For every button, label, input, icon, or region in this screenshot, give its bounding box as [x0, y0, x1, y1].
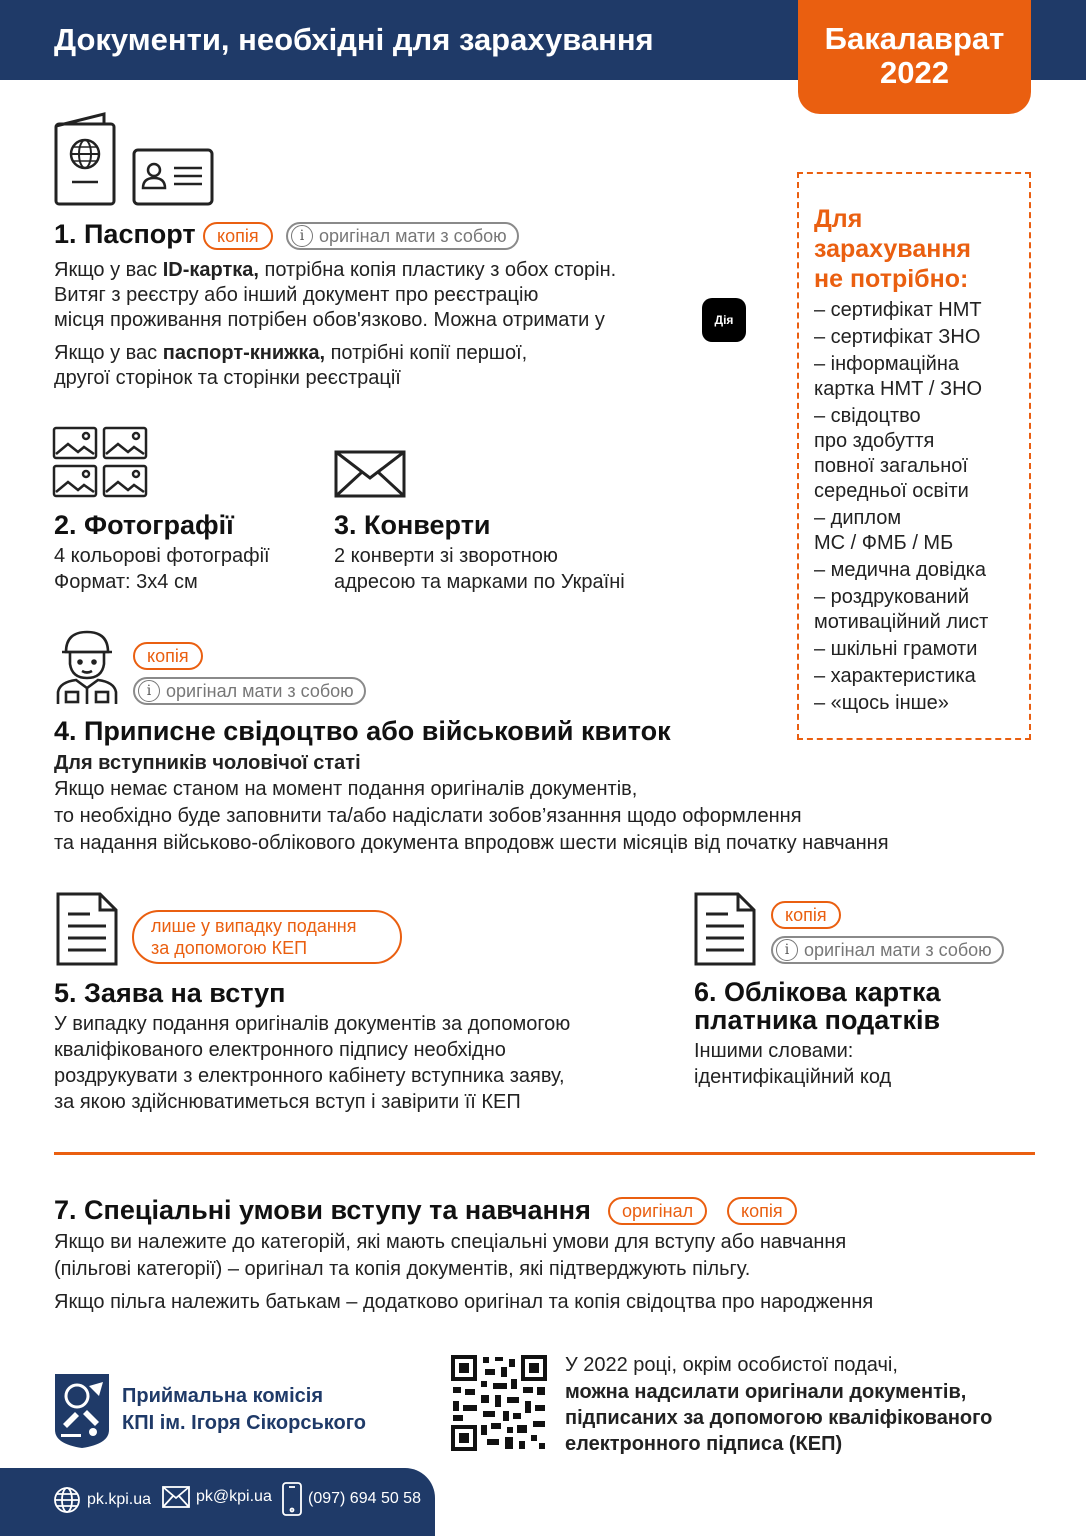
list-item: повної загальної	[814, 455, 968, 477]
passport-line-4-pre: Якщо у вас	[54, 342, 163, 364]
passport-line-3: місця проживання потрібен обов'язково. Можна отримати у	[54, 309, 605, 331]
envelopes-line-2: адресою та марками по Україні	[334, 571, 625, 593]
diia-logo: Дія	[702, 298, 746, 342]
not-needed-title-2: зарахування	[814, 235, 972, 263]
original-tag: оригінал	[608, 1197, 707, 1225]
globe-icon	[53, 1486, 81, 1514]
special-line-3: Якщо пільга належить батькам – додатково оригінал та копія свідоцтва про народження	[54, 1291, 874, 1313]
tax-line-2: ідентифікаційний код	[694, 1066, 892, 1088]
year-label: 2022	[880, 55, 949, 90]
photos-line-2: Формат: 3х4 см	[54, 571, 198, 593]
copy-tag: копія	[133, 642, 203, 670]
copy-tag: копія	[771, 901, 841, 929]
bring-original-tag	[286, 222, 519, 250]
passport-line-4-post: потрібні копії першої,	[325, 342, 528, 364]
not-needed-box	[797, 172, 1031, 740]
passport-line-1	[54, 257, 616, 283]
military-title: 4. Приписне свідоцтво або військовий квиток	[54, 716, 671, 746]
logo-line-2: КПІ ім. Ігоря Сікорського	[122, 1412, 367, 1434]
list-item: – «щось інше»	[814, 692, 949, 714]
list-item: – диплом	[814, 507, 902, 529]
phone-icon	[282, 1482, 302, 1516]
passport-line-1-pre: Якщо у вас	[54, 259, 163, 281]
list-item: – шкільні грамоти	[814, 638, 978, 660]
special-line-1: Якщо ви належите до категорій, які мають спеціальні умови для вступу або навчання	[54, 1231, 847, 1253]
special-title: 7. Спеціальні умови вступу та навчання	[54, 1195, 591, 1225]
passport-line-2: Витяг з реєстру або інший документ про реєстрацію	[54, 284, 539, 306]
application-line-3: роздрукувати з електронного кабінету вступника заяву,	[54, 1065, 565, 1087]
passport-line-1-bold: ID-картка,	[162, 259, 259, 281]
list-item: – сертифікат НМТ	[814, 299, 982, 321]
footer-email[interactable]	[162, 1486, 272, 1508]
bring-original-tag	[771, 936, 1004, 964]
document-icon	[694, 892, 756, 966]
application-line-4: за якою здійснюватиметься вступ і завірити її КЕП	[54, 1091, 521, 1113]
info-icon: i	[291, 225, 313, 247]
footer-email-label: pk@kpi.ua	[196, 1488, 272, 1505]
tax-title-line-1: 6. Облікова картка	[694, 977, 941, 1007]
passport-line-5: другої сторінок та сторінки реєстрації	[54, 367, 401, 389]
photos-line-1: 4 кольорові фотографії	[54, 545, 270, 567]
application-line-1: У випадку подання оригіналів документів за допомогою	[54, 1013, 571, 1035]
military-subtitle: Для вступників чоловічої статі	[54, 752, 361, 774]
military-line-1: Якщо немає станом на момент подання оригіналів документів,	[54, 778, 638, 800]
page-title: Документи, необхідні для зарахування	[54, 22, 654, 57]
tax-line-1: Іншими словами:	[694, 1040, 854, 1062]
special-line-2: (пільгові категорії) – оригінал та копія документів, які підтверджують пільгу.	[54, 1258, 751, 1280]
bring-original-label: оригінал мати з собою	[804, 939, 992, 960]
footer-site[interactable]	[53, 1486, 151, 1514]
only-kep-line-2: за допомогою КЕП	[151, 938, 308, 958]
passport-title: 1. Паспорт	[54, 219, 196, 249]
only-kep-tag	[132, 910, 402, 964]
copy-tag: копія	[203, 222, 273, 250]
bring-original-label: оригінал мати з собою	[166, 680, 354, 701]
list-item: – роздрукований	[814, 586, 970, 608]
qr-code-icon	[451, 1355, 547, 1451]
info-icon: i	[776, 939, 798, 961]
kep-note-line-4: електронного підписа (КЕП)	[565, 1433, 843, 1455]
tax-title-line-2: платника податків	[694, 1005, 941, 1035]
footer-site-label: pk.kpi.ua	[87, 1491, 152, 1508]
level-badge	[798, 0, 1031, 114]
only-kep-line-1: лише у випадку подання	[151, 916, 357, 936]
bring-original-label: оригінал мати з собою	[319, 225, 507, 246]
envelopes-title: 3. Конверти	[334, 510, 491, 540]
not-needed-title-1: Для	[814, 205, 863, 233]
list-item: – свідоцтво	[814, 405, 921, 427]
envelope-icon	[334, 450, 406, 498]
passport-line-1-post: потрібна копія пластику з обох сторін.	[258, 259, 617, 281]
list-item: середньої освіти	[814, 480, 969, 502]
passport-icon	[52, 110, 118, 206]
info-icon: i	[138, 680, 160, 702]
not-needed-title-3: не потрібно:	[814, 265, 969, 293]
list-item: картка НМТ / ЗНО	[814, 378, 983, 400]
list-item: – сертифікат ЗНО	[814, 326, 981, 348]
bring-original-tag	[133, 677, 366, 705]
soldier-icon	[52, 626, 122, 706]
logo-line-1: Приймальна комісія	[122, 1385, 323, 1407]
military-line-2: то необхідно буде заповнити та/або надіслати зобов’язанння щодо оформлення	[54, 805, 802, 827]
passport-line-4	[54, 340, 527, 366]
list-item: про здобуття	[814, 430, 935, 452]
application-title: 5. Заява на вступ	[54, 978, 286, 1008]
list-item: – характеристика	[814, 665, 976, 687]
list-item: мотиваційний лист	[814, 611, 989, 633]
kpi-logo-icon	[53, 1372, 111, 1450]
footer-phone[interactable]	[282, 1482, 421, 1516]
copy-tag: копія	[727, 1197, 797, 1225]
level-label: Бакалаврат	[824, 21, 1005, 56]
application-line-2: кваліфікованого електронного підпису необхідно	[54, 1039, 506, 1061]
document-icon	[56, 892, 118, 966]
list-item: МС / ФМБ / МБ	[814, 532, 954, 554]
not-needed-list	[814, 298, 1029, 716]
photos-title: 2. Фотографії	[54, 510, 234, 540]
envelopes-line-1: 2 конверти зі зворотною	[334, 545, 558, 567]
kep-note-line-2: можна надсилати оригінали документів,	[565, 1381, 967, 1403]
section-divider	[54, 1152, 1035, 1155]
list-item: – інформаційна	[814, 353, 959, 375]
passport-line-4-bold: паспорт-книжка,	[162, 342, 326, 364]
list-item: – медична довідка	[814, 559, 986, 581]
id-card-icon	[132, 148, 214, 206]
footer-phone-label: (097) 694 50 58	[308, 1490, 421, 1507]
kep-note-line-1: У 2022 році, окрім особистої подачі,	[565, 1354, 898, 1376]
photos-icon	[52, 426, 150, 498]
military-line-3: та надання військово-облікового документа впродовж шести місяців від початку навчання	[54, 832, 889, 854]
mail-icon	[162, 1486, 190, 1508]
kep-note-line-3: підписаних за допомогою кваліфікованого	[565, 1407, 993, 1429]
